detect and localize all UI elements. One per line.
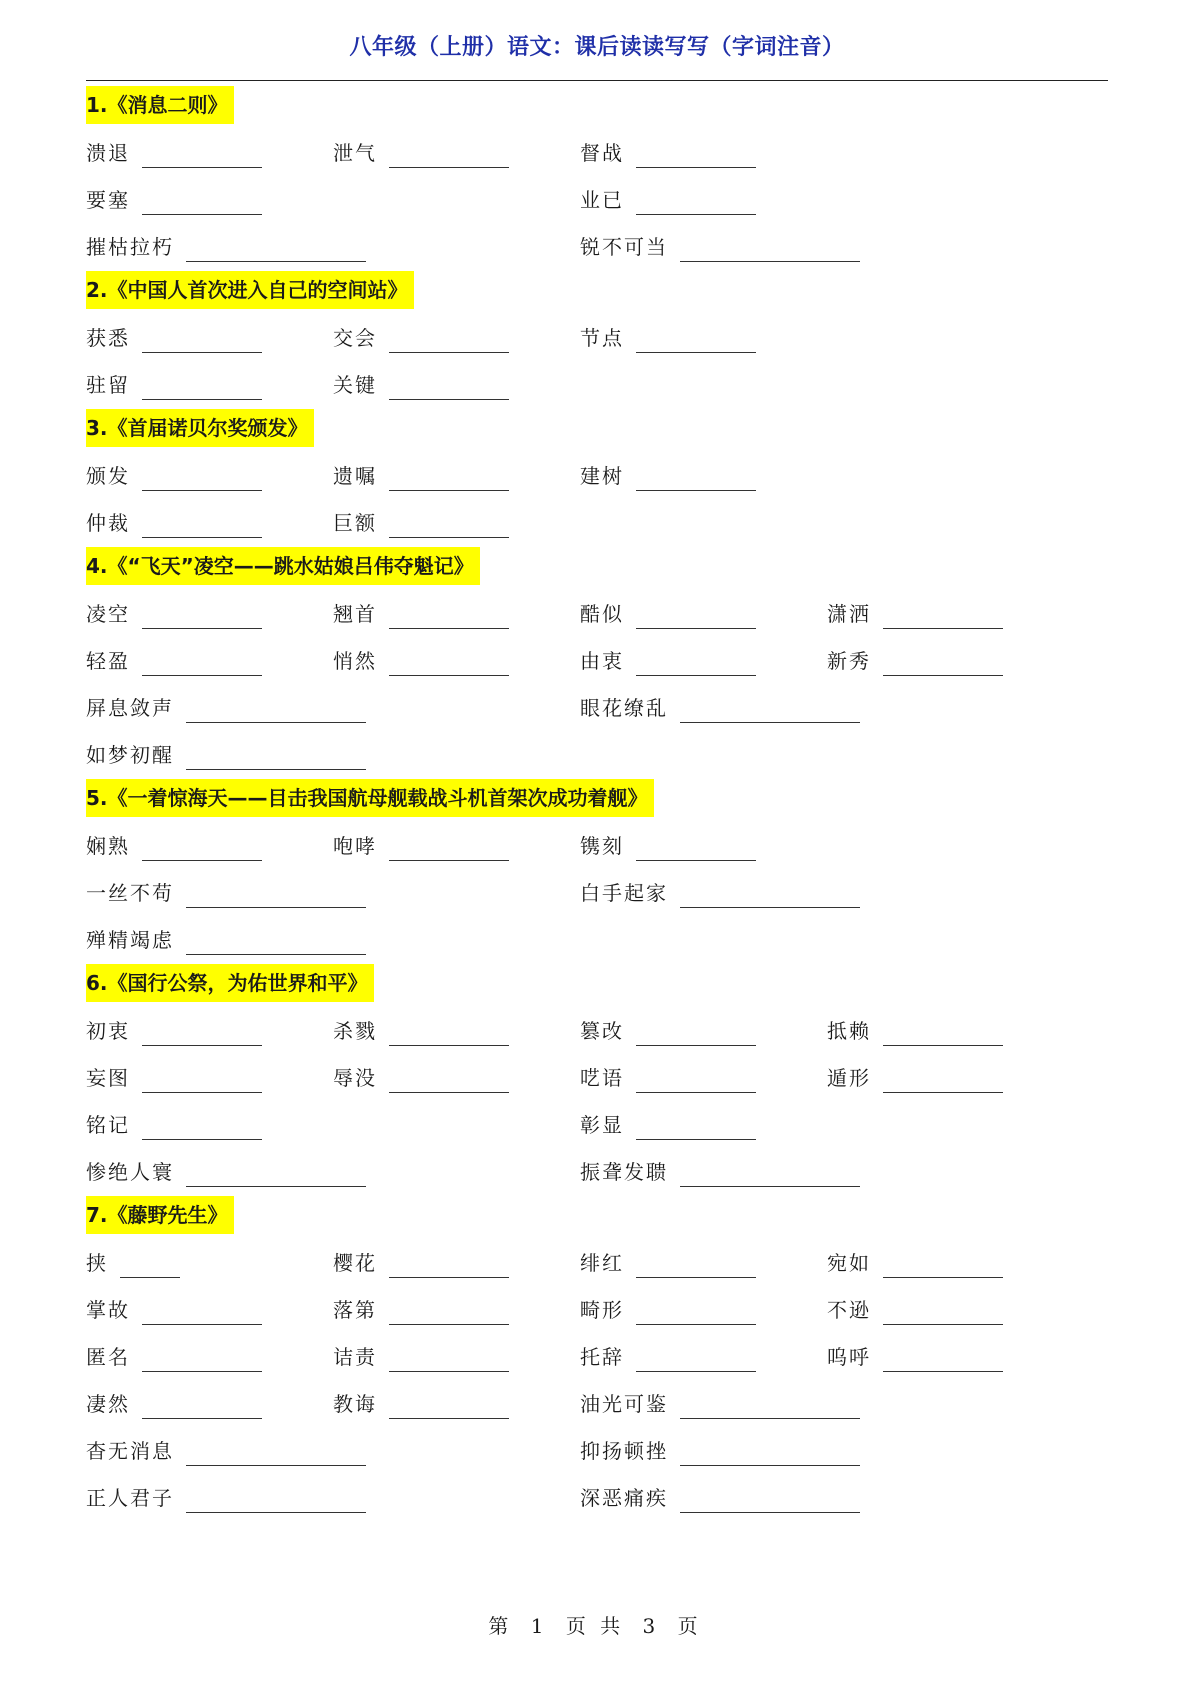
pinyin-answer-blank[interactable] [883,596,1003,629]
vocab-item [580,823,756,870]
pinyin-answer-blank[interactable] [883,1339,1003,1372]
vocab-word: 宛如 [827,1251,871,1275]
vocab-item [580,591,756,638]
pinyin-answer-blank[interactable] [142,458,262,491]
vocab-item [86,177,262,224]
pinyin-answer-blank[interactable] [389,828,509,861]
pinyin-answer-blank[interactable] [142,1386,262,1419]
section-5 [86,779,1108,964]
pinyin-answer-blank[interactable] [636,1013,756,1046]
vocab-item [86,638,262,685]
pinyin-answer-blank[interactable] [389,1013,509,1046]
vocab-item [827,1055,1003,1102]
vocab-word: 获悉 [86,326,130,350]
pinyin-answer-blank[interactable] [883,1013,1003,1046]
pinyin-answer-blank[interactable] [186,1480,366,1513]
section-title: 7.《藤野先生》 [86,1196,234,1234]
vocab-word: 关键 [333,373,377,397]
pinyin-answer-blank[interactable] [142,1013,262,1046]
section-title: 1.《消息二则》 [86,86,234,124]
section-title: 6.《国行公祭，为佑世界和平》 [86,964,374,1002]
vocab-row [86,638,1108,685]
vocab-item [333,1008,509,1055]
vocab-item [333,130,509,177]
pinyin-answer-blank[interactable] [636,1339,756,1372]
vocab-item [86,1381,262,1428]
vocab-item [86,732,366,779]
pinyin-answer-blank[interactable] [142,320,262,353]
pinyin-answer-blank[interactable] [142,828,262,861]
pinyin-answer-blank[interactable] [636,1060,756,1093]
pinyin-answer-blank[interactable] [142,367,262,400]
vocab-word: 绯红 [580,1251,624,1275]
vocab-row [86,732,1108,779]
pinyin-answer-blank[interactable] [680,1386,860,1419]
vocab-word: 眼花缭乱 [580,696,668,720]
pinyin-answer-blank[interactable] [389,135,509,168]
vocab-item [827,1334,1003,1381]
vocab-word: 仲裁 [86,511,130,535]
pinyin-answer-blank[interactable] [680,1433,860,1466]
pinyin-answer-blank[interactable] [389,1292,509,1325]
vocab-word: 挟 [86,1251,108,1275]
vocab-word: 深恶痛疾 [580,1486,668,1510]
pinyin-answer-blank[interactable] [389,367,509,400]
vocab-word: 摧枯拉朽 [86,235,174,259]
pinyin-answer-blank[interactable] [680,690,860,723]
vocab-word: 建树 [580,464,624,488]
vocab-item [580,315,756,362]
vocab-row [86,315,1108,362]
vocab-word: 溃退 [86,141,130,165]
vocab-word: 泄气 [333,141,377,165]
vocab-word: 呓语 [580,1066,624,1090]
section-title: 3.《首届诺贝尔奖颁发》 [86,409,314,447]
vocab-word: 轻盈 [86,649,130,673]
vocab-item [86,1475,366,1522]
pinyin-answer-blank[interactable] [186,737,366,770]
vocab-word: 抵赖 [827,1019,871,1043]
vocab-word: 业已 [580,188,624,212]
pinyin-answer-blank[interactable] [636,596,756,629]
section-title: 2.《中国人首次进入自己的空间站》 [86,271,414,309]
pinyin-answer-blank[interactable] [680,1480,860,1513]
vocab-word: 交会 [333,326,377,350]
vocab-word: 樱花 [333,1251,377,1275]
vocab-item [86,1287,262,1334]
vocab-item [333,1240,509,1287]
pinyin-answer-blank[interactable] [142,643,262,676]
vocab-word: 巨额 [333,511,377,535]
vocab-word: 殚精竭虑 [86,928,174,952]
vocab-item [86,1149,366,1196]
pinyin-answer-blank[interactable] [186,690,366,723]
vocab-word: 白手起家 [580,881,668,905]
section-2 [86,271,1108,409]
vocab-word: 颁发 [86,464,130,488]
vocab-word: 振聋发聩 [580,1160,668,1184]
vocab-item [86,224,366,271]
pinyin-answer-blank[interactable] [636,182,756,215]
vocab-word: 畸形 [580,1298,624,1322]
vocab-word: 落第 [333,1298,377,1322]
vocab-word: 一丝不苟 [86,881,174,905]
pinyin-answer-blank[interactable] [680,1154,860,1187]
vocab-item [580,1008,756,1055]
vocab-item [827,1240,1003,1287]
vocab-word: 节点 [580,326,624,350]
vocab-row [86,1008,1108,1055]
vocab-item [86,591,262,638]
pinyin-answer-blank[interactable] [120,1245,180,1278]
vocab-item [580,685,860,732]
vocab-row [86,1334,1108,1381]
pinyin-answer-blank[interactable] [186,875,366,908]
pinyin-answer-blank[interactable] [389,1386,509,1419]
vocab-row [86,362,1108,409]
vocab-item [827,591,1003,638]
vocab-item [580,1149,860,1196]
vocab-word: 不逊 [827,1298,871,1322]
vocab-row [86,591,1108,638]
vocab-item [86,1055,262,1102]
vocab-word: 掌故 [86,1298,130,1322]
pinyin-answer-blank[interactable] [186,1154,366,1187]
vocab-item [333,1334,509,1381]
vocab-row [86,130,1108,177]
vocab-item [333,500,509,547]
vocab-word: 正人君子 [86,1486,174,1510]
vocab-word: 匿名 [86,1345,130,1369]
vocab-item [580,130,756,177]
vocab-item [333,591,509,638]
pinyin-answer-blank[interactable] [389,320,509,353]
vocab-item [333,1055,509,1102]
vocab-item [580,638,756,685]
vocab-row [86,917,1108,964]
vocab-word: 惨绝人寰 [86,1160,174,1184]
vocab-item [86,870,366,917]
vocab-row [86,177,1108,224]
pinyin-answer-blank[interactable] [636,135,756,168]
section-4 [86,547,1108,779]
vocab-word: 潇洒 [827,602,871,626]
vocab-word: 酷似 [580,602,624,626]
vocab-item [580,453,756,500]
pinyin-answer-blank[interactable] [389,458,509,491]
vocab-item [86,685,366,732]
pinyin-answer-blank[interactable] [142,182,262,215]
section-title: 5.《一着惊海天——目击我国航母舰载战斗机首架次成功着舰》 [86,779,654,817]
vocab-word: 铭记 [86,1113,130,1137]
vocab-row [86,453,1108,500]
vocab-row [86,823,1108,870]
vocab-word: 悄然 [333,649,377,673]
pinyin-answer-blank[interactable] [389,643,509,676]
vocab-item [333,362,509,409]
vocab-item [827,1008,1003,1055]
section-3 [86,409,1108,547]
vocab-item [86,823,262,870]
vocab-word: 新秀 [827,649,871,673]
pinyin-answer-blank[interactable] [186,1433,366,1466]
vocab-item [333,1287,509,1334]
vocab-word: 娴熟 [86,834,130,858]
vocab-row [86,1475,1108,1522]
pinyin-answer-blank[interactable] [636,643,756,676]
vocab-item [86,130,262,177]
vocab-word: 托辞 [580,1345,624,1369]
vocab-word: 篡改 [580,1019,624,1043]
vocab-row [86,1381,1108,1428]
pinyin-answer-blank[interactable] [883,1060,1003,1093]
vocab-word: 杀戮 [333,1019,377,1043]
vocab-word: 抑扬顿挫 [580,1439,668,1463]
pinyin-answer-blank[interactable] [636,458,756,491]
vocab-item [580,1381,860,1428]
vocab-row [86,685,1108,732]
pinyin-answer-blank[interactable] [636,1245,756,1278]
vocab-item [580,224,860,271]
vocab-item [333,453,509,500]
vocab-item [333,315,509,362]
vocab-item [580,1240,756,1287]
vocab-row [86,1055,1108,1102]
vocab-word: 要塞 [86,188,130,212]
vocab-word: 教诲 [333,1392,377,1416]
pinyin-answer-blank[interactable] [389,1245,509,1278]
footer-suffix: 页 [677,1614,702,1638]
pinyin-answer-blank[interactable] [186,922,366,955]
vocab-word: 驻留 [86,373,130,397]
pinyin-answer-blank[interactable] [389,1339,509,1372]
vocab-word: 锐不可当 [580,235,668,259]
pinyin-answer-blank[interactable] [142,1060,262,1093]
vocab-word: 呜呼 [827,1345,871,1369]
section-1 [86,86,1108,271]
vocab-word: 咆哮 [333,834,377,858]
footer-total-pages: 3 [642,1614,660,1638]
vocab-item [580,1287,756,1334]
vocab-item [580,1428,860,1475]
pinyin-answer-blank[interactable] [883,1292,1003,1325]
vocab-word: 遁形 [827,1066,871,1090]
vocab-word: 凄然 [86,1392,130,1416]
vocab-word: 如梦初醒 [86,743,174,767]
vocab-item [86,315,262,362]
vocab-word: 初衷 [86,1019,130,1043]
pinyin-answer-blank[interactable] [389,1060,509,1093]
vocab-word: 彰显 [580,1113,624,1137]
vocab-item [580,1055,756,1102]
vocab-item [86,1102,262,1149]
footer-mid: 页 共 [565,1614,625,1638]
vocab-item [86,1428,366,1475]
pinyin-answer-blank[interactable] [142,135,262,168]
vocab-item [580,870,860,917]
vocab-item [333,1381,509,1428]
section-7 [86,1196,1108,1522]
vocab-item [86,1240,180,1287]
pinyin-answer-blank[interactable] [142,596,262,629]
pinyin-answer-blank[interactable] [636,1107,756,1140]
vocab-item [333,638,509,685]
vocab-row [86,224,1108,271]
vocab-item [86,500,262,547]
worksheet-content [86,86,1108,1522]
vocab-word: 由衷 [580,649,624,673]
pinyin-answer-blank[interactable] [389,596,509,629]
vocab-word: 油光可鉴 [580,1392,668,1416]
vocab-row [86,870,1108,917]
vocab-row [86,1428,1108,1475]
pinyin-answer-blank[interactable] [883,1245,1003,1278]
footer-prefix: 第 [488,1614,513,1638]
pinyin-answer-blank[interactable] [636,828,756,861]
vocab-item [580,1334,756,1381]
vocab-item [333,823,509,870]
pinyin-answer-blank[interactable] [680,875,860,908]
vocab-row [86,1102,1108,1149]
vocab-item [827,638,1003,685]
header-divider [86,80,1108,81]
pinyin-answer-blank[interactable] [142,1107,262,1140]
footer-current-page: 1 [530,1614,548,1638]
vocab-item [580,1475,860,1522]
vocab-word: 诘责 [333,1345,377,1369]
vocab-word: 妄图 [86,1066,130,1090]
section-title: 4.《“飞天”凌空——跳水姑娘吕伟夺魁记》 [86,547,480,585]
vocab-word: 督战 [580,141,624,165]
pinyin-answer-blank[interactable] [680,229,860,262]
vocab-item [86,453,262,500]
pinyin-answer-blank[interactable] [142,1339,262,1372]
pinyin-answer-blank[interactable] [142,1292,262,1325]
pinyin-answer-blank[interactable] [186,229,366,262]
vocab-word: 杳无消息 [86,1439,174,1463]
vocab-item [580,1102,756,1149]
pinyin-answer-blank[interactable] [883,643,1003,676]
vocab-row [86,500,1108,547]
vocab-word: 辱没 [333,1066,377,1090]
vocab-word: 屏息敛声 [86,696,174,720]
pinyin-answer-blank[interactable] [142,505,262,538]
section-6 [86,964,1108,1196]
page-footer [0,1610,1190,1639]
vocab-row [86,1287,1108,1334]
pinyin-answer-blank[interactable] [389,505,509,538]
vocab-word: 镌刻 [580,834,624,858]
vocab-row [86,1149,1108,1196]
vocab-word: 翘首 [333,602,377,626]
vocab-item [86,917,366,964]
vocab-item [86,1334,262,1381]
vocab-row [86,1240,1108,1287]
pinyin-answer-blank[interactable] [636,320,756,353]
vocab-item [580,177,756,224]
vocab-item [86,362,262,409]
pinyin-answer-blank[interactable] [636,1292,756,1325]
page-header-title: 八年级（上册）语文：课后读读写写（字词注音） [349,35,845,60]
vocab-item [827,1287,1003,1334]
vocab-word: 遗嘱 [333,464,377,488]
vocab-item [86,1008,262,1055]
vocab-word: 凌空 [86,602,130,626]
